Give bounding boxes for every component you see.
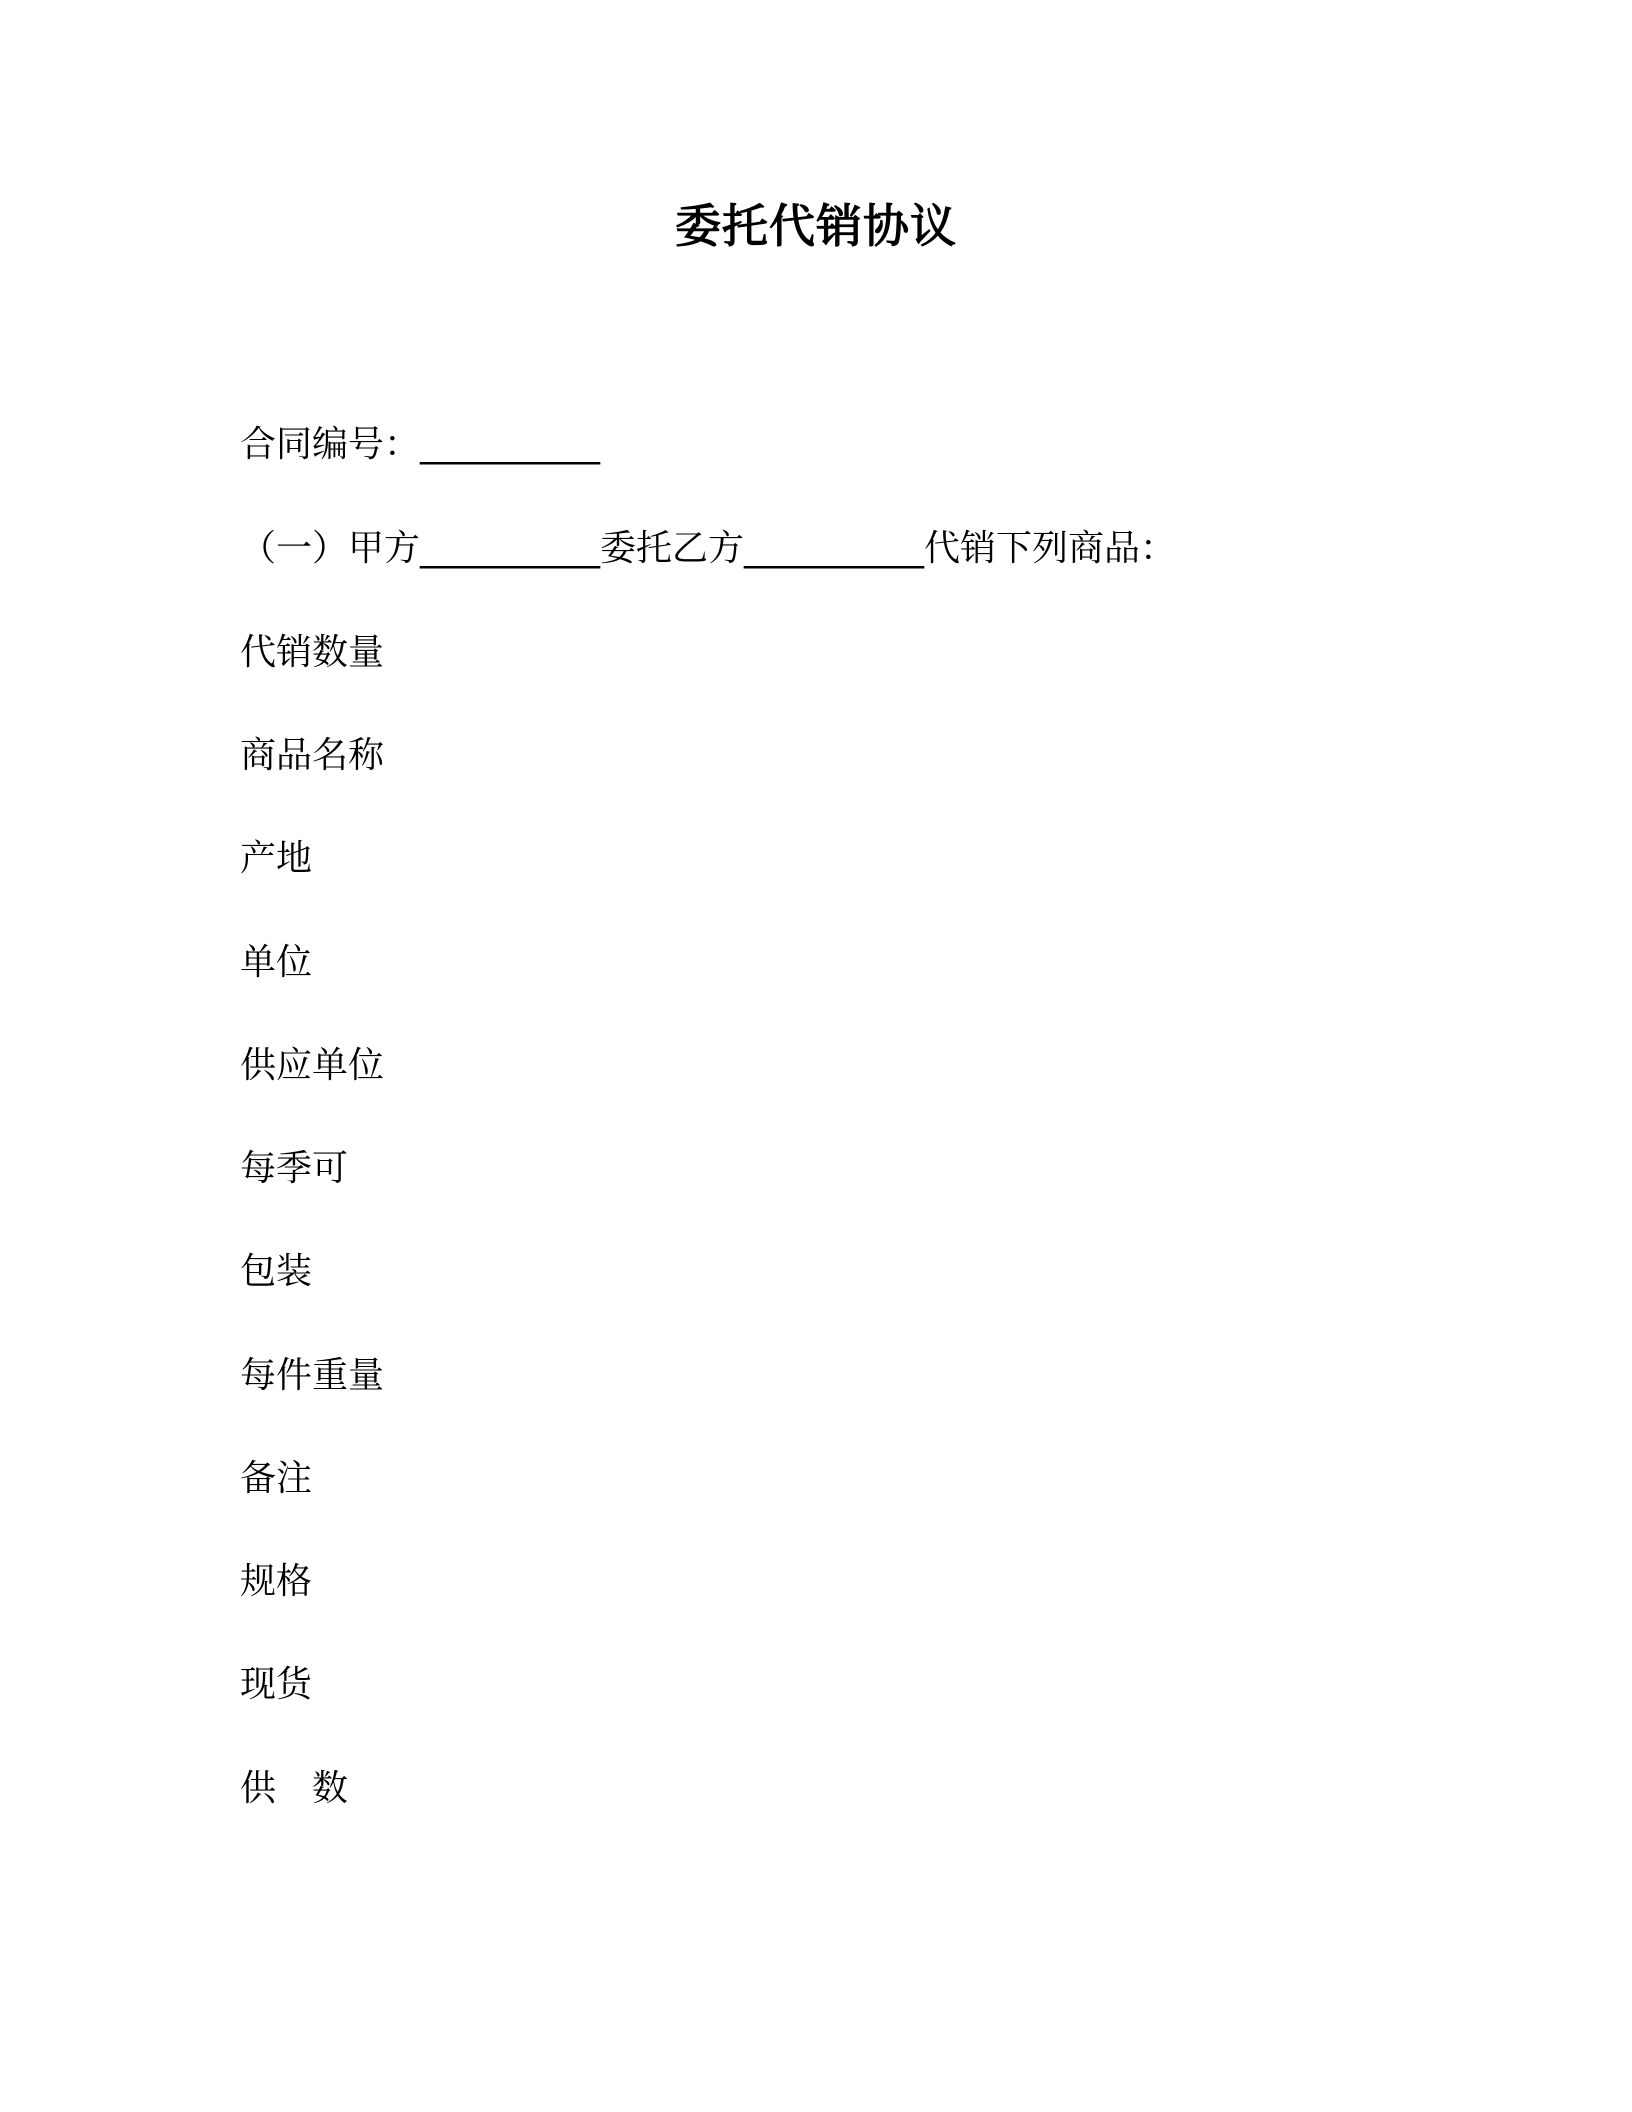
field-label: 每件重量 bbox=[240, 1355, 385, 1396]
field-label: 现货 bbox=[240, 1664, 313, 1705]
field-label: 产地 bbox=[240, 838, 313, 879]
field-label: 代销数量 bbox=[240, 632, 385, 673]
field-label: 包装 bbox=[240, 1251, 313, 1292]
field-label: 单位 bbox=[240, 942, 313, 983]
field-label: 规格 bbox=[240, 1561, 313, 1602]
field-label: 商品名称 bbox=[240, 735, 385, 776]
document-title: 委托代销协议 bbox=[675, 199, 957, 253]
field-label: 每季可 bbox=[240, 1148, 349, 1189]
field-label: 供 数 bbox=[240, 1768, 349, 1809]
contract-number-line: 合同编号：__________ bbox=[240, 424, 601, 465]
field-label: 供应单位 bbox=[240, 1045, 385, 1086]
field-label: 备注 bbox=[240, 1458, 313, 1499]
clause-one-line: （一）甲方__________委托乙方__________代销下列商品： bbox=[240, 528, 1177, 569]
